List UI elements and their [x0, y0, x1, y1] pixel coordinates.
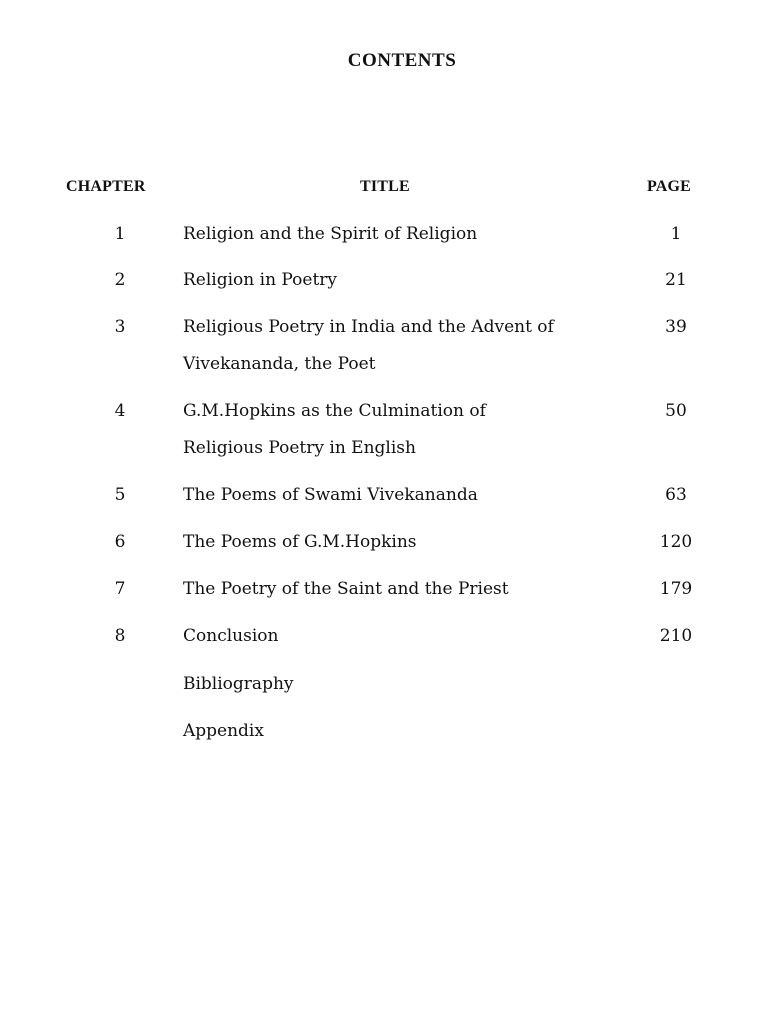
- page-number: 39: [665, 317, 687, 337]
- chapter-title-line-1: Religious Poetry in India and the Advent of: [183, 317, 554, 337]
- chapter-title-line-1: G.M.Hopkins as the Culmination of: [183, 401, 486, 421]
- chapter-number: 1: [114, 224, 126, 244]
- page-number: 21: [665, 270, 687, 290]
- chapter-title: Religion in Poetry: [183, 270, 338, 290]
- appendix-entry: Appendix: [183, 721, 264, 741]
- page-number: 50: [665, 401, 687, 421]
- page-number: 120: [659, 532, 693, 552]
- page-title: CONTENTS: [347, 50, 457, 71]
- page-number: 1: [670, 224, 682, 244]
- chapter-title: Conclusion: [183, 626, 279, 646]
- bibliography-entry: Bibliography: [183, 674, 294, 694]
- chapter-number: 2: [114, 270, 126, 290]
- chapter-title: The Poems of G.M.Hopkins: [183, 532, 417, 552]
- chapter-title: Religion and the Spirit of Religion: [183, 224, 478, 244]
- page-column-header: PAGE: [647, 178, 692, 195]
- chapter-column-header: CHAPTER: [66, 178, 146, 195]
- chapter-title-line-2: Religious Poetry in English: [183, 438, 416, 458]
- chapter-number: 5: [114, 485, 126, 505]
- chapter-title: The Poetry of the Saint and the Priest: [183, 579, 509, 599]
- page-number: 179: [659, 579, 693, 599]
- chapter-title: The Poems of Swami Vivekananda: [183, 485, 478, 505]
- chapter-number: 6: [114, 532, 126, 552]
- chapter-number: 7: [114, 579, 126, 599]
- page-number: 63: [665, 485, 687, 505]
- chapter-number: 8: [114, 626, 126, 646]
- chapter-number: 4: [114, 401, 126, 421]
- title-column-header: TITLE: [360, 178, 410, 195]
- chapter-number: 3: [114, 317, 126, 337]
- page-number: 210: [659, 626, 693, 646]
- chapter-title-line-2: Vivekananda, the Poet: [183, 354, 376, 374]
